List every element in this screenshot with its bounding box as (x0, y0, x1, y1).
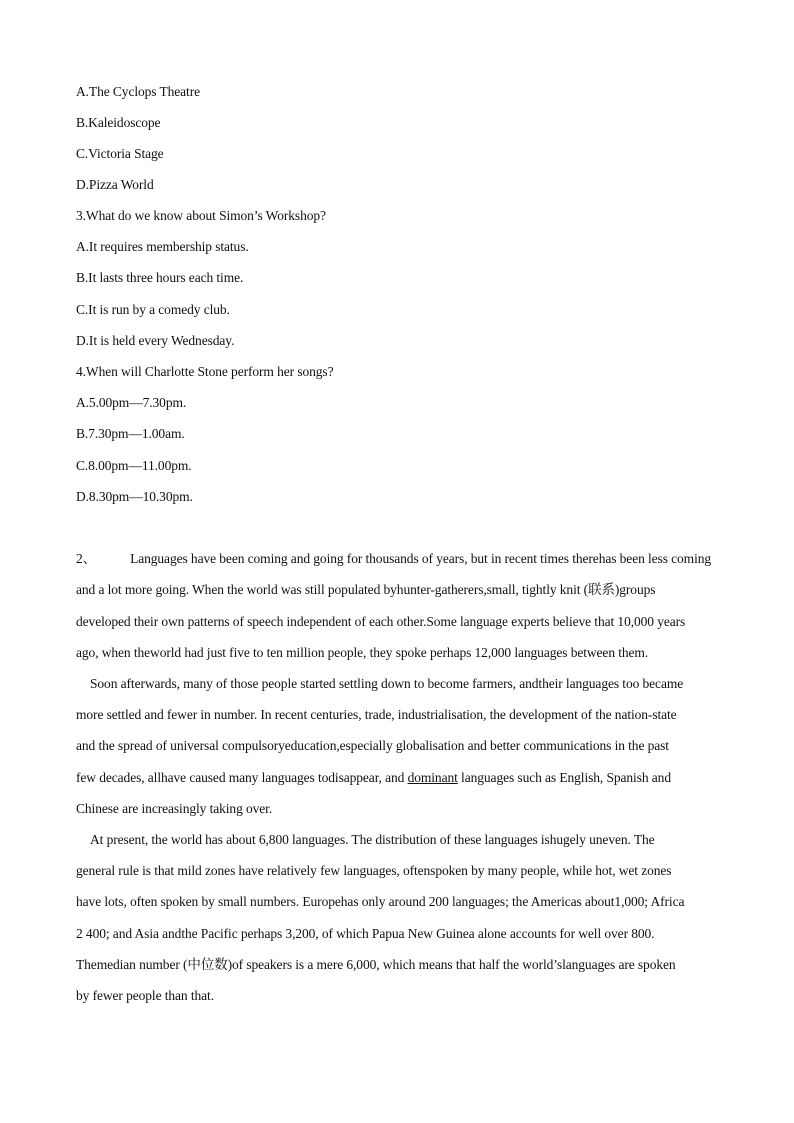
q4-stem: 4.When will Charlotte Stone perform her songs? (76, 364, 334, 379)
q4-option-c: C.8.00pm—11.00pm. (76, 458, 192, 473)
passage-line-11: general rule is that mild zones have relatively few languages, oftenspoken by many people, while hot, wet zones (76, 863, 672, 878)
passage-line-12: have lots, often spoken by small numbers. Europehas only around 200 languages; the Americas about1,000; Africa (76, 894, 685, 909)
passage-line-2: and a lot more going. When the world was still populated byhunter-gatherers,small, tightly knit (联系)groups (76, 582, 656, 597)
q3-option-b: B.It lasts three hours each time. (76, 270, 244, 285)
passage-line-6: more settled and fewer in number. In recent centuries, trade, industrialisation, the development of the nation-state (76, 707, 677, 722)
passage-line-10: At present, the world has about 6,800 languages. The distribution of these languages ishugely uneven. The (90, 832, 655, 847)
passage-line-15: by fewer people than that. (76, 988, 214, 1003)
q3-option-a: A.It requires membership status. (76, 239, 249, 254)
passage-line-8 (76, 770, 671, 786)
q4-option-a: A.5.00pm—7.30pm. (76, 395, 187, 410)
passage-line-1 (76, 551, 711, 567)
q4-option-b: B.7.30pm—1.00am. (76, 426, 185, 441)
passage-line-9: Chinese are increasingly taking over. (76, 801, 273, 816)
q2-option-d: D.Pizza World (76, 177, 154, 192)
passage-text: languages such as English, Spanish and (457, 770, 671, 785)
underlined-word: dominant (407, 770, 458, 785)
q3-option-d: D.It is held every Wednesday. (76, 333, 235, 348)
passage-line-5: Soon afterwards, many of those people started settling down to become farmers, andtheir languages too became (90, 676, 684, 691)
passage-line-7: and the spread of universal compulsoryeducation,especially globalisation and better communications in the past (76, 738, 669, 753)
q2-option-a: A.The Cyclops Theatre (76, 84, 200, 99)
q4-option-d: D.8.30pm—10.30pm. (76, 489, 193, 504)
q3-option-c: C.It is run by a comedy club. (76, 302, 230, 317)
passage-line-4: ago, when theworld had just five to ten million people, they spoke perhaps 12,000 languages between them. (76, 645, 649, 660)
q2-option-b: B.Kaleidoscope (76, 115, 161, 130)
passage-line-3: developed their own patterns of speech independent of each other.Some language experts believe that 10,000 years (76, 614, 686, 629)
passage-text: few decades, allhave caused many languages todisappear, and (76, 770, 408, 785)
passage-number: 2、 (76, 551, 97, 566)
passage-text: Languages have been coming and going for thousands of years, but in recent times therehas been less coming (130, 551, 712, 566)
q3-stem: 3.What do we know about Simon’s Workshop? (76, 208, 326, 223)
q2-option-c: C.Victoria Stage (76, 146, 164, 161)
passage-line-14: Themedian number (中位数)of speakers is a mere 6,000, which means that half the world’slanguages are spoken (76, 957, 676, 972)
passage-line-13: 2 400; and Asia andthe Pacific perhaps 3,200, of which Papua New Guinea alone accounts for well over 800. (76, 926, 655, 941)
